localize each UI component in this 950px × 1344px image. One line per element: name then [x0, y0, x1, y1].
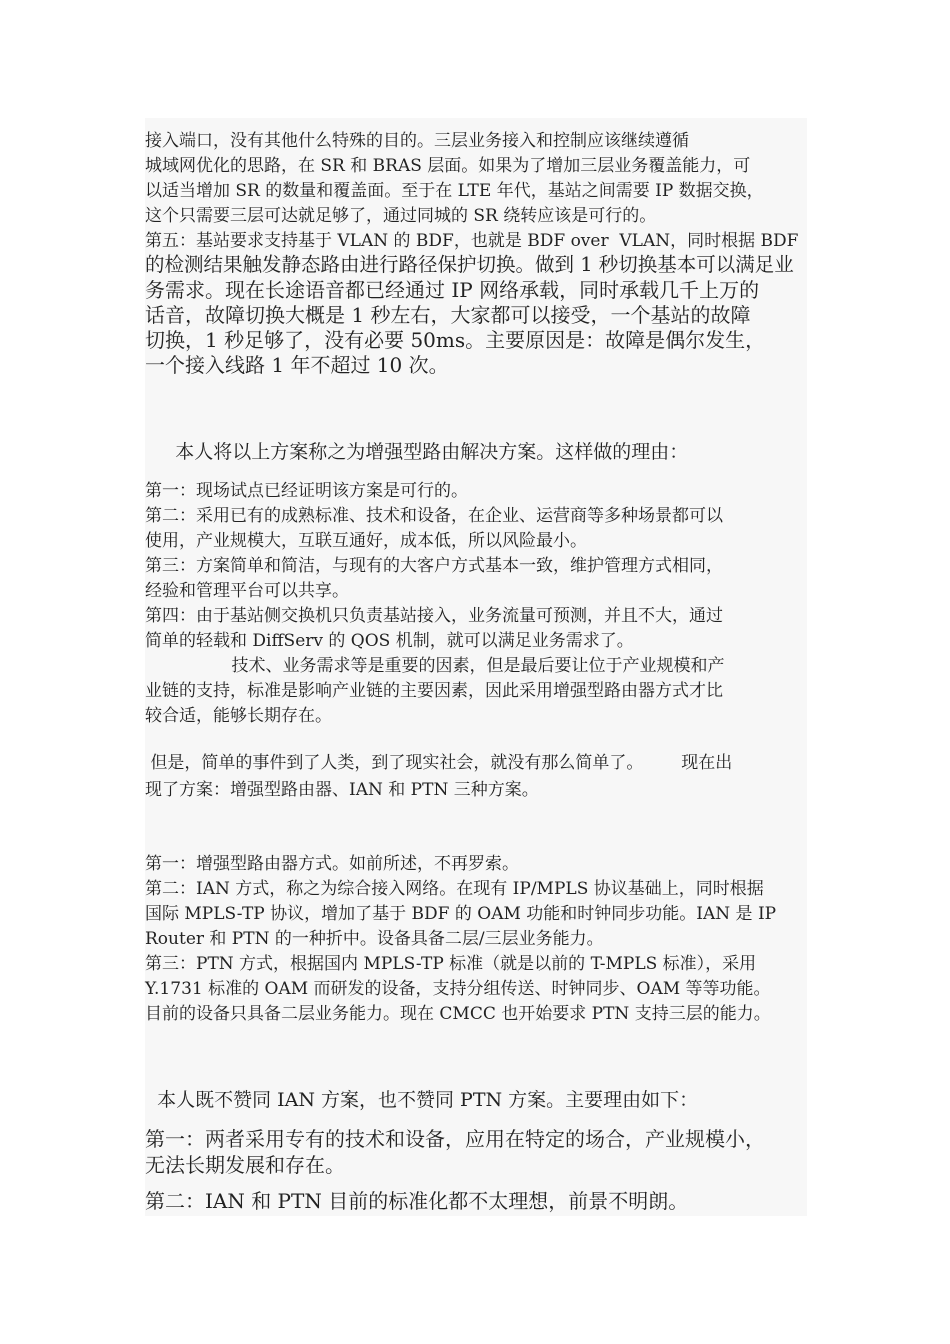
- text-line: 接入端口，没有其他什么特殊的目的。三层业务接入和控制应该继续遵循: [145, 131, 689, 151]
- text-line: 第二：IAN 方式，称之为综合接入网络。在现有 IP/MPLS 协议基础上，同时根据: [145, 879, 764, 899]
- paragraph-block-4: [145, 1051, 807, 1216]
- paragraph-block-3: [145, 808, 807, 1051]
- text-line: 话音，故障切换大概是 1 秒左右，大家都可以接受，一个基站的故障: [145, 303, 751, 327]
- text-line: 第一：现场试点已经证明该方案是可行的。: [145, 481, 468, 501]
- paragraph-block-1: [145, 118, 807, 403]
- text-line: 第四：由于基站侧交换机只负责基站接入，业务流量可预测，并且不大，通过: [145, 606, 723, 626]
- text-line: 城域网优化的思路，在 SR 和 BRAS 层面。如果为了增加三层业务覆盖能力，可: [145, 156, 751, 176]
- text-line: 第三：PTN 方式，根据国内 MPLS-TP 标准（就是以前的 T-MPLS 标准），采用: [145, 954, 757, 974]
- text-line: 目前的设备只具备二层业务能力。现在 CMCC 也开始要求 PTN 支持三层的能力。: [145, 1004, 771, 1024]
- text-line: 第二：IAN 和 PTN 目前的标准化都不太理想，前景不明朗。: [145, 1189, 689, 1213]
- text-line: 第一：两者采用专有的技术和设备，应用在特定的场合，产业规模小，: [145, 1127, 765, 1151]
- text-line: 以适当增加 SR 的数量和覆盖面。至于在 LTE 年代，基站之间需要 IP 数据交换，: [145, 181, 764, 201]
- text-line: 使用，产业规模大，互联互通好，成本低，所以风险最小。: [145, 531, 587, 551]
- text-line: 本人将以上方案称之为增强型路由解决方案。这样做的理由：: [145, 441, 689, 463]
- text-line: 第三：方案简单和简洁，与现有的大客户方式基本一致，维护管理方式相同，: [145, 556, 723, 576]
- text-line: 但是，简单的事件到了人类，到了现实社会，就没有那么简单了。 现在出: [145, 753, 733, 773]
- text-line: 较合适，能够长期存在。: [145, 706, 332, 726]
- text-line: 第二：采用已有的成熟标准、技术和设备，在企业、运营商等多种场景都可以: [145, 506, 723, 526]
- text-line: 现了方案：增强型路由器、IAN 和 PTN 三种方案。: [145, 780, 539, 800]
- text-line: 这个只需要三层可达就足够了，通过同城的 SR 绕转应该是可行的。: [145, 206, 657, 226]
- text-line: 的检测结果触发静态路由进行路径保护切换。做到 1 秒切换基本可以满足业: [145, 253, 794, 276]
- text-line: Router 和 PTN 的一种折中。设备具备二层/三层业务能力。: [145, 929, 604, 949]
- text-line: 第五：基站要求支持基于 VLAN 的 BDF，也就是 BDF over VLAN，同时根据 BDF: [145, 231, 799, 251]
- text-line: 简单的轻载和 DiffServ 的 QOS 机制，就可以满足业务需求了。: [145, 631, 634, 651]
- text-line: 第一：增强型路由器方式。如前所述，不再罗索。: [145, 854, 519, 874]
- text-line: 务需求。现在长途语音都已经通过 IP 网络承载，同时承载几千上万的: [145, 278, 760, 302]
- text-line: 无法长期发展和存在。: [145, 1153, 345, 1177]
- paragraph-block-2: [145, 403, 807, 808]
- text-line: 切换，1 秒足够了，没有必要 50ms。主要原因是：故障是偶尔发生，: [145, 328, 766, 352]
- text-line: Y.1731 标准的 OAM 而研发的设备，支持分组传送、时钟同步、OAM 等等功能。: [145, 979, 771, 999]
- text-line: 业链的支持，标准是影响产业链的主要因素，因此采用增强型路由器方式才比: [145, 681, 723, 701]
- text-line: 经验和管理平台可以共享。: [145, 581, 349, 601]
- text-line: 技术、业务需求等是重要的因素，但是最后要让位于产业规模和产: [145, 656, 725, 676]
- text-line: 一个接入线路 1 年不超过 10 次。: [145, 353, 449, 377]
- text-line: 国际 MPLS-TP 协议，增加了基于 BDF 的 OAM 功能和时钟同步功能。IAN 是 IP: [145, 904, 777, 924]
- text-line: 本人既不赞同 IAN 方案，也不赞同 PTN 方案。主要理由如下：: [145, 1089, 699, 1111]
